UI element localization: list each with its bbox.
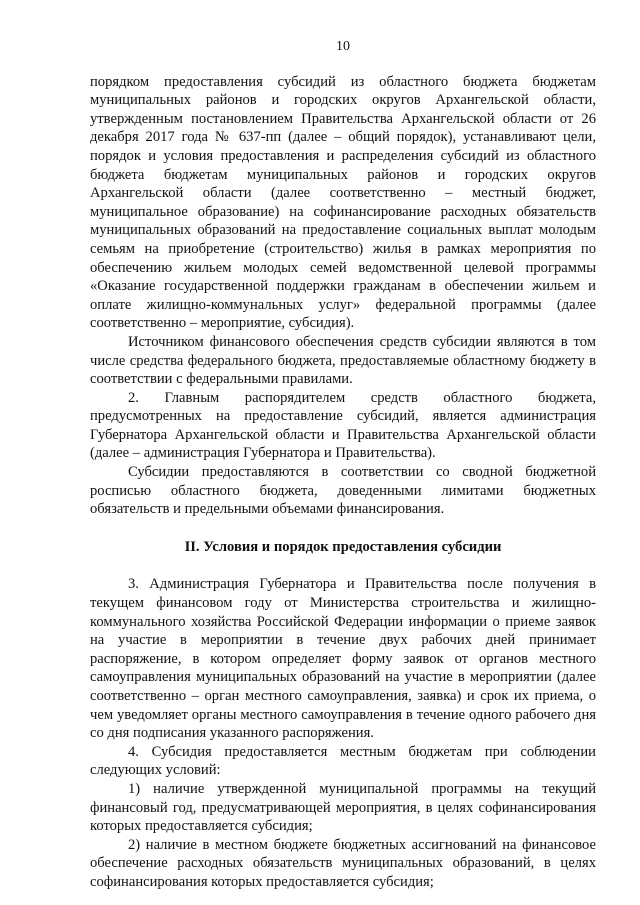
section-heading: II. Условия и порядок предоставления субсидии bbox=[184, 538, 502, 555]
paragraph-funding-source: Источником финансового обеспечения средств субсидии являются в том числе средства федерального бюджета, предоставляемые областному бюджету в соответствии с федеральными правилами. bbox=[90, 333, 596, 388]
paragraph-3-applications: 3. Администрация Губернатора и Правительства после получения в текущем финансовом году от Министерства строительства и жилищно-коммунального хозяйства Российской Федерации информации о приеме заявок на участие в мероприятии в течение двух рабочих дней принимает распоряжение, в котором определяет форму заявок от органов местного самоуправления муниципальных образований на участие в мероприятии (далее соответственно – орган местного самоуправления, заявка) и срок их приема, о чем уведомляет органы местного самоуправления в течение одного рабочего дня со дня подписания указанного распоряжения. bbox=[90, 576, 596, 742]
paragraph-2-main-manager: 2. Главным распорядителем средств областного бюджета, предусмотренных на предоставление субсидий, является администрация Губернатора Архангельской области и Правительства Архангельской области (далее – администрация Губернатора и Правительства). bbox=[90, 389, 596, 462]
paragraph-budget-schedule: Субсидии предоставляются в соответствии со сводной бюджетной росписью областного бюджета, доведенными лимитами бюджетных обязательств и предельными объемами финансирования. bbox=[90, 464, 596, 518]
paragraph-continuation: порядком предоставления субсидий из областного бюджета бюджетам муниципальных районов и городских округов Архангельской области, утвержденным постановлением Правительства Архангельской области от 26 декабря 2017 года № 637-пп (далее – общий порядок), устанавливают цели, порядок и условия предоставления и распределения субсидий из областного бюджета бюджетам муниципальных районов и городских округов Архангельской области (далее соответственно – местный бюджет, муниципальное образование) на софинансирование расходных обязательств муниципальных образований на предоставление социальных выплат молодым семьям на приобретение (строительство) жилья в рамках мероприятия по обеспечению жильем молодых семей ведомственной целевой программы «Оказание государственной поддержки гражданам в обеспечении жильем и оплате жилищно-коммунальных услуг» федеральной программы (далее соответственно – мероприятие, субсидия). bbox=[90, 73, 596, 332]
condition-item-2: 2) наличие в местном бюджете бюджетных ассигнований на финансовое обеспечение расходных обязательств муниципальных образований, в целях софинансирования которых предоставляется субсидия; bbox=[90, 836, 596, 890]
paragraph-4-conditions: 4. Субсидия предоставляется местным бюджетам при соблюдении следующих условий: bbox=[90, 743, 596, 779]
page-number: 10 bbox=[336, 39, 350, 54]
condition-item-1: 1) наличие утвержденной муниципальной программы на текущий финансовый год, предусматривающей мероприятия, в целях софинансирования которых предоставляется субсидия; bbox=[90, 780, 596, 835]
